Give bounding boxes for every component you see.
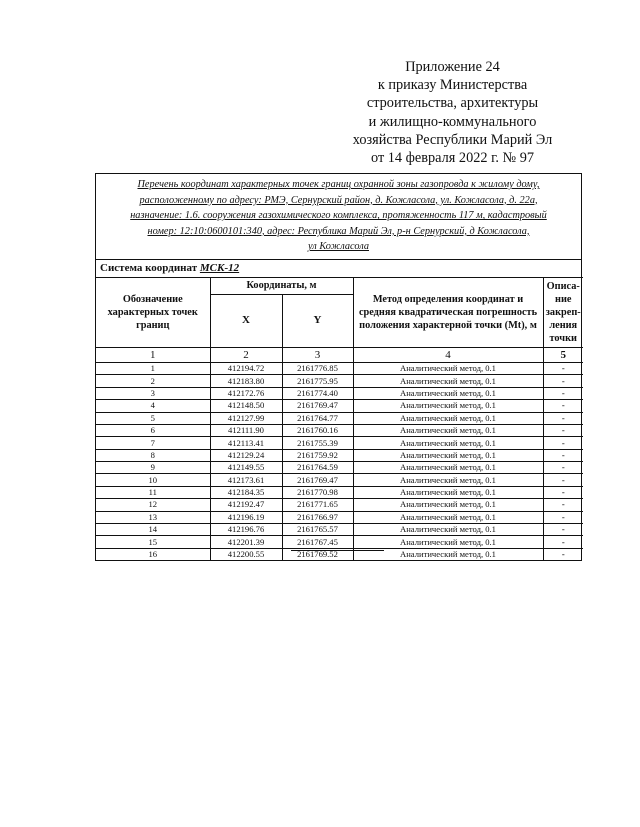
- table-row: [96, 387, 583, 399]
- point-number-cell: 15: [96, 536, 210, 548]
- table-row: [96, 499, 583, 511]
- table-row: [96, 524, 583, 536]
- method-cell: Аналитический метод, 0.1: [353, 486, 543, 498]
- fixing-cell: -: [543, 437, 583, 449]
- coordinate-system-value: МСК-12: [199, 261, 240, 274]
- point-number-cell: 12: [96, 499, 210, 511]
- method-cell: Аналитический метод, 0.1: [353, 400, 543, 412]
- coordinates-table: [96, 277, 583, 560]
- appendix-line: Приложение 24: [405, 59, 500, 75]
- y-cell: 2161764.77: [282, 412, 353, 424]
- coordinate-system: [96, 260, 581, 277]
- method-cell: Аналитический метод, 0.1: [353, 437, 543, 449]
- y-cell: 2161770.98: [282, 486, 353, 498]
- method-cell: Аналитический метод, 0.1: [353, 462, 543, 474]
- y-cell: 2161766.97: [282, 511, 353, 523]
- closing-line: [291, 550, 384, 551]
- point-number-cell: 7: [96, 437, 210, 449]
- document-caption: [96, 174, 581, 260]
- header-method: Метод определения координат и средняя квадратическая погрешность положения характерной точки (Mt), м: [353, 277, 543, 347]
- y-cell: 2161769.47: [282, 474, 353, 486]
- fixing-cell: -: [543, 362, 583, 374]
- y-cell: 2161775.95: [282, 375, 353, 387]
- caption-line: Перечень координат характерных точек границ охранной зоны газопровда к жилому дому,: [137, 179, 540, 190]
- point-number-cell: 8: [96, 449, 210, 461]
- fixing-cell: -: [543, 412, 583, 424]
- x-cell: 412184.35: [210, 486, 282, 498]
- method-cell: Аналитический метод, 0.1: [353, 449, 543, 461]
- caption-line: номер: 12:10:0600101:340, адрес: Республика Марий Эл, р-н Сернурский, д Кожласола,: [147, 225, 530, 237]
- column-number: 4: [353, 347, 543, 362]
- fixing-cell: -: [543, 499, 583, 511]
- x-cell: 412201.39: [210, 536, 282, 548]
- method-cell: Аналитический метод, 0.1: [353, 511, 543, 523]
- header-x: X: [210, 294, 282, 347]
- caption-line: назначение: 1.6. сооружения газохимического комплекса, протяженность 117 м, кадастровый: [130, 210, 547, 222]
- point-number-cell: 3: [96, 387, 210, 399]
- table-row: [96, 437, 583, 449]
- point-number-cell: 6: [96, 424, 210, 436]
- point-number-cell: 2: [96, 375, 210, 387]
- x-cell: 412127.99: [210, 412, 282, 424]
- fixing-cell: -: [543, 536, 583, 548]
- point-number-cell: 4: [96, 400, 210, 412]
- point-number-cell: 16: [96, 548, 210, 560]
- x-cell: 412173.61: [210, 474, 282, 486]
- y-cell: 2161764.59: [282, 462, 353, 474]
- x-cell: 412111.90: [210, 424, 282, 436]
- table-row: [96, 486, 583, 498]
- table-row: [96, 462, 583, 474]
- method-cell: Аналитический метод, 0.1: [353, 499, 543, 511]
- table-body: [96, 362, 583, 560]
- table-row: [96, 400, 583, 412]
- fixing-cell: -: [543, 511, 583, 523]
- x-cell: 412129.24: [210, 449, 282, 461]
- fixing-cell: -: [543, 400, 583, 412]
- y-cell: 2161769.47: [282, 400, 353, 412]
- method-cell: Аналитический метод, 0.1: [353, 474, 543, 486]
- appendix-line: и жилищно-коммунального: [368, 113, 537, 130]
- method-cell: Аналитический метод, 0.1: [353, 375, 543, 387]
- column-number: 5: [543, 347, 583, 362]
- x-cell: 412148.50: [210, 400, 282, 412]
- x-cell: 412194.72: [210, 362, 282, 374]
- appendix-line: от 14 февраля 2022 г. № 97: [371, 150, 534, 167]
- coordinates-document: [95, 173, 582, 561]
- table-row: [96, 424, 583, 436]
- table-row: [96, 474, 583, 486]
- x-cell: 412172.76: [210, 387, 282, 399]
- column-number: 3: [282, 347, 353, 362]
- caption-line: ул Кожласола: [307, 241, 369, 253]
- table-row: [96, 449, 583, 461]
- table-row: [96, 375, 583, 387]
- x-cell: 412113.41: [210, 437, 282, 449]
- fixing-cell: -: [543, 462, 583, 474]
- fixing-cell: -: [543, 375, 583, 387]
- y-cell: 2161771.65: [282, 499, 353, 511]
- point-number-cell: 13: [96, 511, 210, 523]
- fixing-cell: -: [543, 474, 583, 486]
- point-number-cell: 5: [96, 412, 210, 424]
- appendix-header: [300, 58, 605, 167]
- method-cell: Аналитический метод, 0.1: [353, 387, 543, 399]
- x-cell: 412196.76: [210, 524, 282, 536]
- x-cell: 412183.80: [210, 375, 282, 387]
- method-cell: Аналитический метод, 0.1: [353, 548, 543, 560]
- y-cell: 2161776.85: [282, 362, 353, 374]
- x-cell: 412196.19: [210, 511, 282, 523]
- column-number: 2: [210, 347, 282, 362]
- y-cell: 2161759.92: [282, 449, 353, 461]
- fixing-cell: -: [543, 424, 583, 436]
- table-row: [96, 362, 583, 374]
- column-number-row: [96, 347, 583, 362]
- table-row: [96, 511, 583, 523]
- y-cell: 2161755.39: [282, 437, 353, 449]
- point-number-cell: 10: [96, 474, 210, 486]
- method-cell: Аналитический метод, 0.1: [353, 412, 543, 424]
- point-number-cell: 1: [96, 362, 210, 374]
- method-cell: Аналитический метод, 0.1: [353, 524, 543, 536]
- table-row: [96, 536, 583, 548]
- method-cell: Аналитический метод, 0.1: [353, 424, 543, 436]
- header-y: Y: [282, 294, 353, 347]
- header-fixing: Описа-ние закреп-ления точки: [543, 277, 583, 347]
- y-cell: 2161774.40: [282, 387, 353, 399]
- y-cell: 2161760.16: [282, 424, 353, 436]
- y-cell: 2161769.52: [282, 548, 353, 560]
- method-cell: Аналитический метод, 0.1: [353, 362, 543, 374]
- x-cell: 412200.55: [210, 548, 282, 560]
- fixing-cell: -: [543, 548, 583, 560]
- method-cell: Аналитический метод, 0.1: [353, 536, 543, 548]
- appendix-line: к приказу Министерства: [377, 77, 528, 94]
- point-number-cell: 9: [96, 462, 210, 474]
- point-number-cell: 11: [96, 486, 210, 498]
- fixing-cell: -: [543, 449, 583, 461]
- y-cell: 2161767.45: [282, 536, 353, 548]
- appendix-line: строительства, архитектуры: [366, 95, 539, 112]
- header-point: Обозначение характерных точек границ: [96, 277, 210, 347]
- fixing-cell: -: [543, 524, 583, 536]
- x-cell: 412149.55: [210, 462, 282, 474]
- fixing-cell: -: [543, 486, 583, 498]
- x-cell: 412192.47: [210, 499, 282, 511]
- table-row: [96, 412, 583, 424]
- caption-line: расположенному по адресу: РМЭ, Сернурский район, д. Кожласола, ул. Кожласола, д. 22а,: [139, 194, 538, 206]
- header-coordinates: Координаты, м: [210, 277, 353, 294]
- y-cell: 2161765.57: [282, 524, 353, 536]
- column-number: 1: [96, 347, 210, 362]
- point-number-cell: 14: [96, 524, 210, 536]
- coordinate-system-label: Система координат: [100, 261, 198, 274]
- appendix-line: хозяйства Республики Марий Эл: [352, 131, 553, 148]
- fixing-cell: -: [543, 387, 583, 399]
